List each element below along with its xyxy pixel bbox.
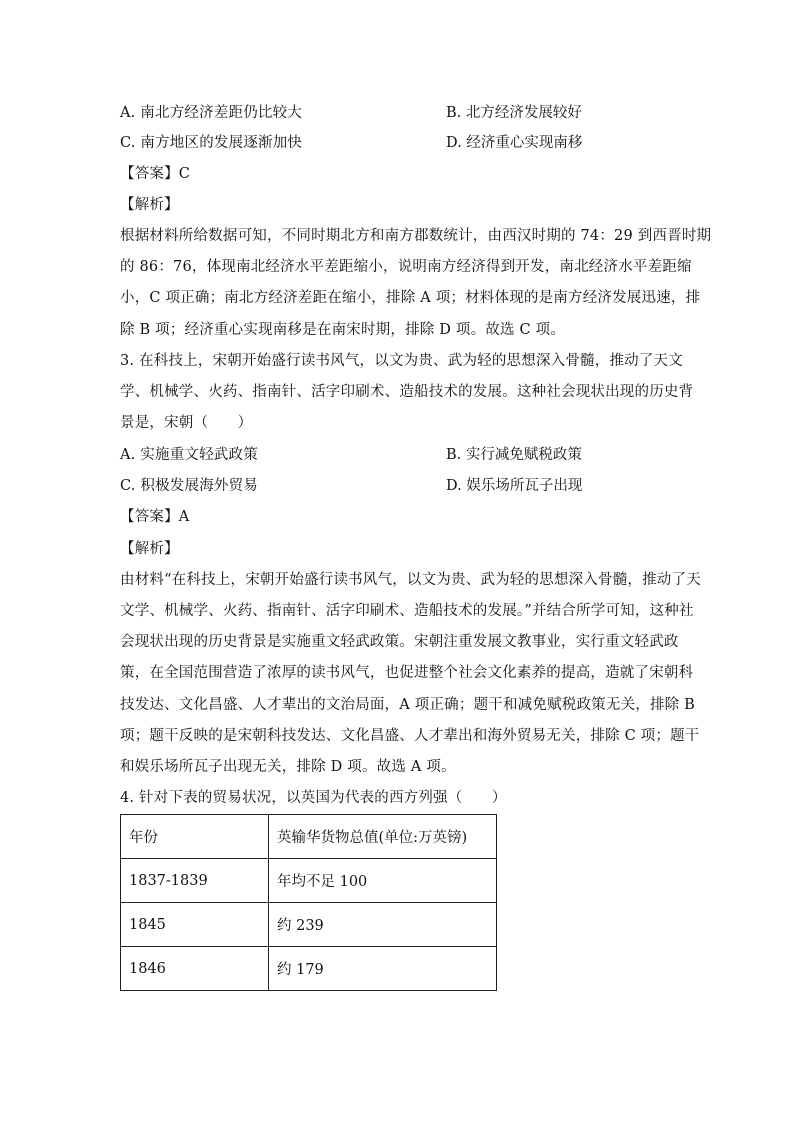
q3-option-b: B. 实行减免赋税政策 <box>446 447 582 463</box>
table-cell: 1837-1839 <box>121 859 269 903</box>
q2-analysis-line: 除 B 项；经济重心实现南移是在南宋时期，排除 D 项。故选 C 项。 <box>120 322 566 338</box>
q3-analysis-line: 由材料“在科技上，宋朝开始盛行读书风气，以文为贵、武为轻的思想深入骨髓，推动了天 <box>120 572 701 588</box>
q3-option-d: D. 娱乐场所瓦子出现 <box>446 478 583 494</box>
table-row <box>121 903 497 947</box>
q3-stem-line: 学、机械学、火药、指南针、活字印刷术、造船技术的发展。这种社会现状出现的历史背 <box>120 384 694 400</box>
table-row <box>121 859 497 903</box>
q3-analysis-line: 项；题干反映的是宋朝科技发达、文化昌盛、人才辈出和海外贸易无关，排除 C 项；题干 <box>120 728 700 744</box>
q2-analysis-line: 小，C 项正确；南北方经济差距在缩小，排除 A 项；材料体现的是南方经济发展迅速，排 <box>120 290 701 306</box>
table-header-value: 英输华货物总值(单位:万英镑) <box>269 815 497 859</box>
table-cell: 1845 <box>121 903 269 947</box>
table-cell: 约 179 <box>269 947 497 991</box>
q3-analysis-line: 和娱乐场所瓦子出现无关，排除 D 项。故选 A 项。 <box>120 759 456 775</box>
q3-stem-line: 3. 在科技上，宋朝开始盛行读书风气，以文为贵、武为轻的思想深入骨髓，推动了天文 <box>120 353 683 369</box>
q2-analysis-line: 的 86：76，体现南北经济水平差距缩小，说明南方经济得到开发，南北经济水平差距缩 <box>120 259 692 275</box>
q3-stem-line: 景是，宋朝（ ） <box>120 415 253 431</box>
table-cell: 年均不足 100 <box>269 859 497 903</box>
q3-option-a: A. 实施重文轻武政策 <box>120 447 258 463</box>
q3-analysis-label: 【解析】 <box>120 541 179 557</box>
table-row <box>121 947 497 991</box>
q2-option-d: D. 经济重心实现南移 <box>446 135 583 151</box>
table-cell: 1846 <box>121 947 269 991</box>
table-header-year: 年份 <box>121 815 269 859</box>
q3-analysis-line: 策，在全国范围营造了浓厚的读书风气，也促进整个社会文化素养的提高，造就了宋朝科 <box>120 665 694 681</box>
q2-analysis-line: 根据材料所给数据可知，不同时期北方和南方郡数统计，由西汉时期的 74：29 到西晋时期 <box>120 228 712 244</box>
q3-analysis-line: 文学、机械学、火药、指南针、活字印刷术、造船技术的发展。”并结合所学可知，这种社 <box>120 603 694 619</box>
q3-option-c: C. 积极发展海外贸易 <box>120 478 258 494</box>
q2-answer: 【答案】C <box>120 166 191 182</box>
q3-analysis-line: 技发达、文化昌盛、人才辈出的文治局面，A 项正确；题干和减免赋税政策无关，排除 B <box>120 697 696 713</box>
table-cell: 约 239 <box>269 903 497 947</box>
q2-option-b: B. 北方经济发展较好 <box>446 105 582 121</box>
q3-analysis-line: 会现状出现的历史背景是实施重文轻武政策。宋朝注重发展文教事业，实行重文轻武政 <box>120 634 679 650</box>
q2-analysis-label: 【解析】 <box>120 197 179 213</box>
q2-option-a: A. 南北方经济差距仍比较大 <box>120 105 302 121</box>
q2-option-c: C. 南方地区的发展逐渐加快 <box>120 135 303 151</box>
trade-table <box>120 814 497 991</box>
q3-answer: 【答案】A <box>120 509 190 525</box>
q4-stem: 4. 针对下表的贸易状况，以英国为代表的西方列强（ ） <box>120 790 507 806</box>
table-header-row <box>121 815 497 859</box>
